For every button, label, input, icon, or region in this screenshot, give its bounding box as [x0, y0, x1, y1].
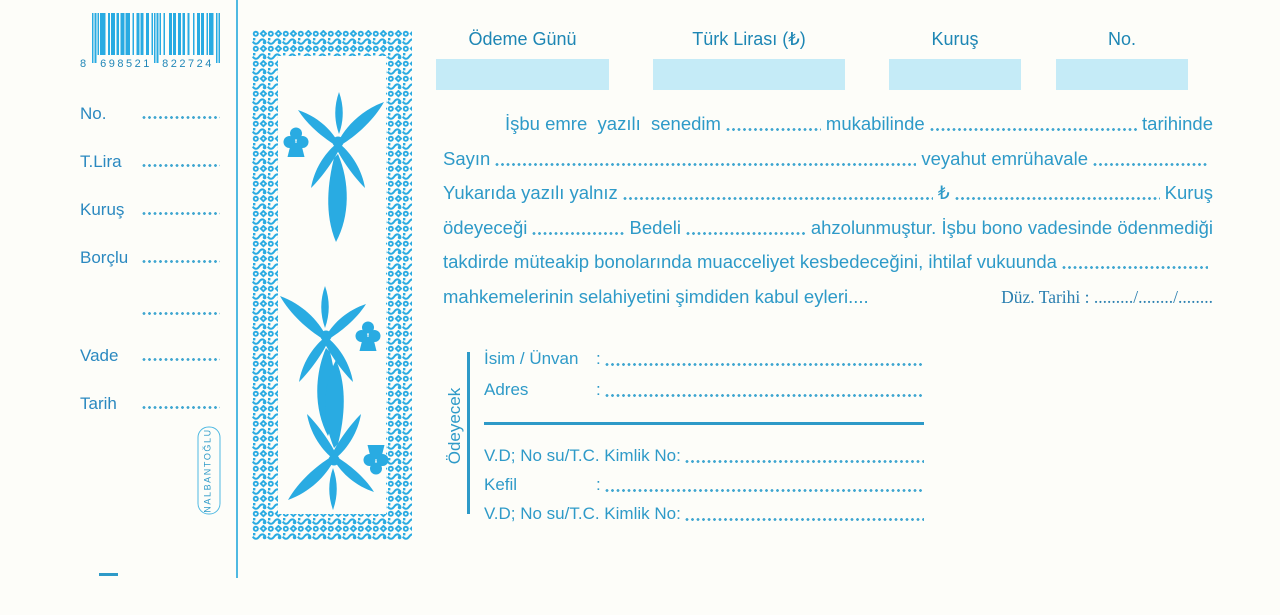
barcode-digits-right-group: 822724 — [162, 58, 214, 70]
note-body-text-segment: ahzolunmuştur. İşbu bono vadesinde ödenmediği — [810, 216, 1213, 238]
note-body-line — [443, 181, 1213, 204]
note-body-line — [443, 112, 1213, 135]
fill-in-dotted-line — [1093, 162, 1208, 167]
payer-field-label: Kefil — [484, 475, 518, 494]
amount-entry-box — [653, 59, 845, 90]
left-field-dotted-line — [142, 163, 220, 168]
payer-field-dotted-line — [685, 517, 924, 522]
printer-stamp — [198, 427, 221, 515]
fill-in-dotted-line — [930, 127, 1137, 132]
left-field-label: Kuruş — [80, 200, 125, 219]
note-body-line — [443, 147, 1213, 170]
note-body-text-segment: ödeyeceği — [443, 216, 528, 238]
payer-side-label: Ödeyecek — [445, 387, 464, 465]
amount-header-label: No. — [1107, 29, 1136, 49]
left-field-dotted-line — [142, 405, 220, 410]
left-field-dotted-line — [142, 311, 220, 316]
note-body-line — [443, 250, 1213, 273]
vertical-divider-line — [236, 0, 238, 578]
note-body-text-segment: mukabilinde — [825, 113, 925, 134]
issue-date-label: Düz. Tarihi : ........./......../........ — [1001, 286, 1213, 307]
barcode-digit-system: 8 — [80, 58, 87, 70]
amount-header-label: Türk Lirası (₺) — [692, 29, 806, 49]
note-body-text-segment: Yukarıda yazılı yalnız — [443, 182, 618, 203]
left-field-label: Tarih — [80, 394, 117, 413]
fill-in-dotted-line — [686, 231, 806, 236]
left-field-row — [80, 103, 220, 123]
fill-in-dotted-line — [532, 231, 624, 236]
left-field-dotted-line — [142, 357, 220, 362]
amount-entry-box — [436, 59, 609, 90]
payer-field-colon: : — [596, 380, 601, 399]
fill-in-dotted-line — [955, 196, 1160, 201]
payer-field-row — [484, 348, 924, 369]
amount-header-label: Kuruş — [931, 29, 979, 49]
note-body-line — [443, 216, 1213, 239]
payer-field-row — [484, 503, 924, 524]
note-body-text-segment: veyahut emrühavale — [921, 147, 1088, 169]
barcode-digits-left-group: 698521 — [100, 58, 152, 70]
note-body-line — [443, 285, 1213, 308]
fill-in-dotted-line — [1062, 265, 1208, 270]
payer-field-label: V.D; No su/T.C. Kimlik No — [484, 504, 677, 523]
left-field-row — [80, 247, 220, 267]
fill-in-dotted-line — [623, 196, 933, 201]
payer-divider-rule — [484, 422, 924, 425]
note-body-text-segment: İşbu emre yazılı senedim — [505, 113, 721, 134]
payer-field-label: Adres — [484, 380, 529, 399]
payer-field-colon: : — [676, 504, 681, 523]
payer-field-dotted-line — [605, 362, 924, 367]
payer-field-label: V.D; No su/T.C. Kimlik No — [484, 446, 677, 465]
left-field-dotted-line — [142, 115, 220, 120]
payer-field-dotted-line — [605, 393, 924, 398]
note-body-text-segment: ₺ — [937, 182, 950, 203]
left-field-row — [80, 299, 220, 319]
amount-entry-box — [889, 59, 1021, 90]
left-field-dotted-line — [142, 211, 220, 216]
left-field-label: No. — [80, 104, 107, 123]
payer-field-colon: : — [676, 446, 681, 465]
note-body-text-segment: takdirde müteakip bonolarında muacceliyet kesbedeceğini, ihtilaf vukuunda — [443, 251, 1057, 272]
left-field-dotted-line — [142, 259, 220, 264]
left-field-row — [80, 393, 220, 413]
note-body-text — [443, 112, 1213, 319]
payer-fields — [484, 348, 924, 524]
payer-vertical-rule — [467, 352, 470, 514]
left-field-label: Vade — [80, 346, 119, 365]
left-field-label: Borçlu — [80, 248, 129, 267]
note-body-text-segment: Sayın — [443, 147, 491, 169]
printer-stamp-text: NALBANTOĞLU — [202, 428, 213, 513]
note-body-text-segment: mahkemelerinin selahiyetini şimdiden kabul eyleri.... — [443, 285, 869, 307]
payer-field-colon: : — [596, 349, 601, 368]
left-field-row — [80, 199, 220, 219]
fill-in-dotted-line — [495, 162, 916, 167]
payer-field-row — [484, 445, 924, 466]
tally-dash — [99, 573, 118, 576]
note-body-text-segment: Bedeli — [629, 216, 681, 238]
left-field-row — [80, 345, 220, 365]
payer-field-colon: : — [596, 475, 601, 494]
amount-header-label: Ödeme Günü — [468, 29, 577, 49]
ornamental-border-band — [252, 30, 412, 540]
left-field-row — [80, 151, 220, 171]
left-field-label: T.Lira — [80, 152, 122, 171]
payer-field-dotted-line — [685, 459, 924, 464]
payer-field-row — [484, 474, 924, 495]
left-field-list — [80, 0, 220, 615]
note-body-text-segment: tarihinde — [1142, 113, 1213, 134]
fill-in-dotted-line — [726, 127, 821, 132]
payer-field-dotted-line — [605, 488, 924, 493]
note-body-text-segment: Kuruş — [1164, 182, 1213, 203]
amount-entry-box — [1056, 59, 1188, 90]
payer-field-row — [484, 379, 924, 400]
payer-field-label: İsim / Ünvan — [484, 349, 579, 368]
